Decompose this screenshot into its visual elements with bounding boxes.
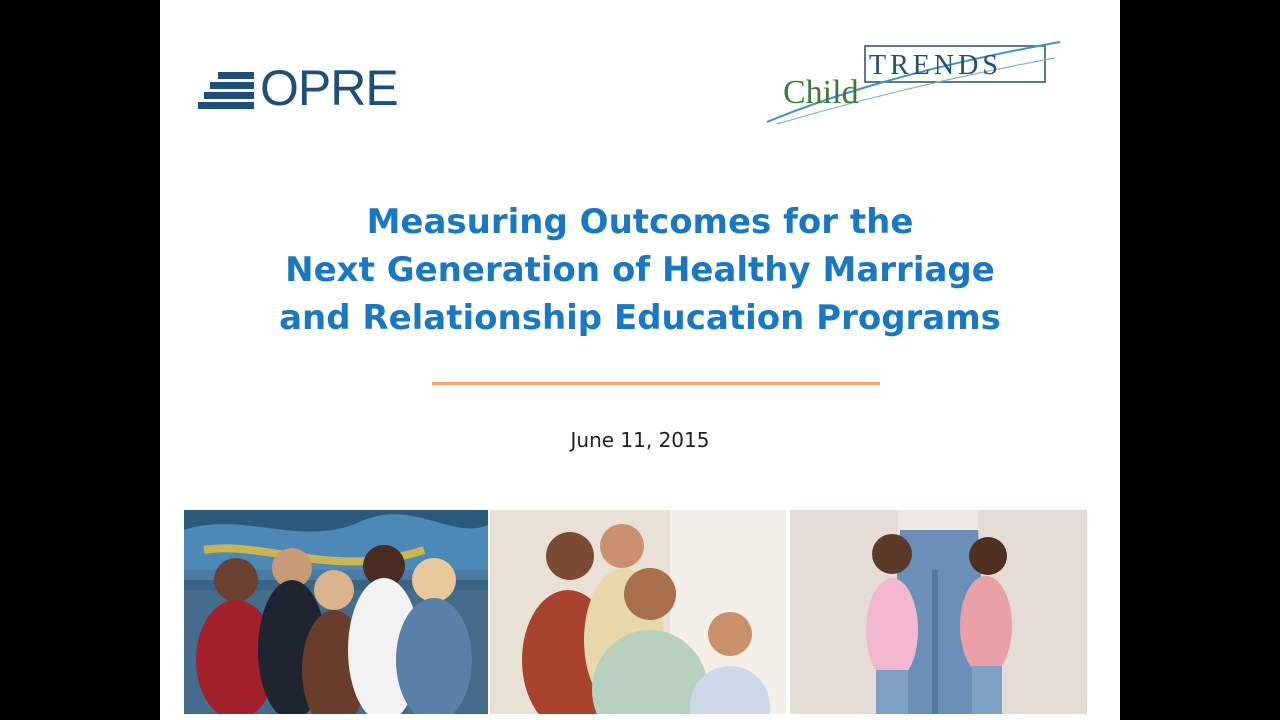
- children-with-father-photo: [790, 510, 1087, 714]
- slide: [160, 0, 1120, 720]
- group-of-teens-photo: [184, 510, 488, 714]
- divider-rule: [432, 382, 880, 385]
- opre-stripes-icon: [198, 68, 256, 110]
- child-trends-trends-text: TRENDS: [869, 50, 1002, 81]
- slide-title: [200, 198, 1080, 342]
- child-trends-logo: [765, 38, 1065, 130]
- presentation-date: June 11, 2015: [570, 428, 710, 452]
- opre-logo: [198, 60, 418, 116]
- title-line: Measuring Outcomes for the: [366, 202, 914, 242]
- photo-strip: [184, 510, 1087, 714]
- title-line: Next Generation of Healthy Marriage: [285, 250, 995, 290]
- title-line: and Relationship Education Programs: [279, 298, 1001, 338]
- opre-logo-text: OPRE: [260, 60, 398, 116]
- child-trends-child-text: Child: [783, 74, 859, 111]
- family-photo: [490, 510, 786, 714]
